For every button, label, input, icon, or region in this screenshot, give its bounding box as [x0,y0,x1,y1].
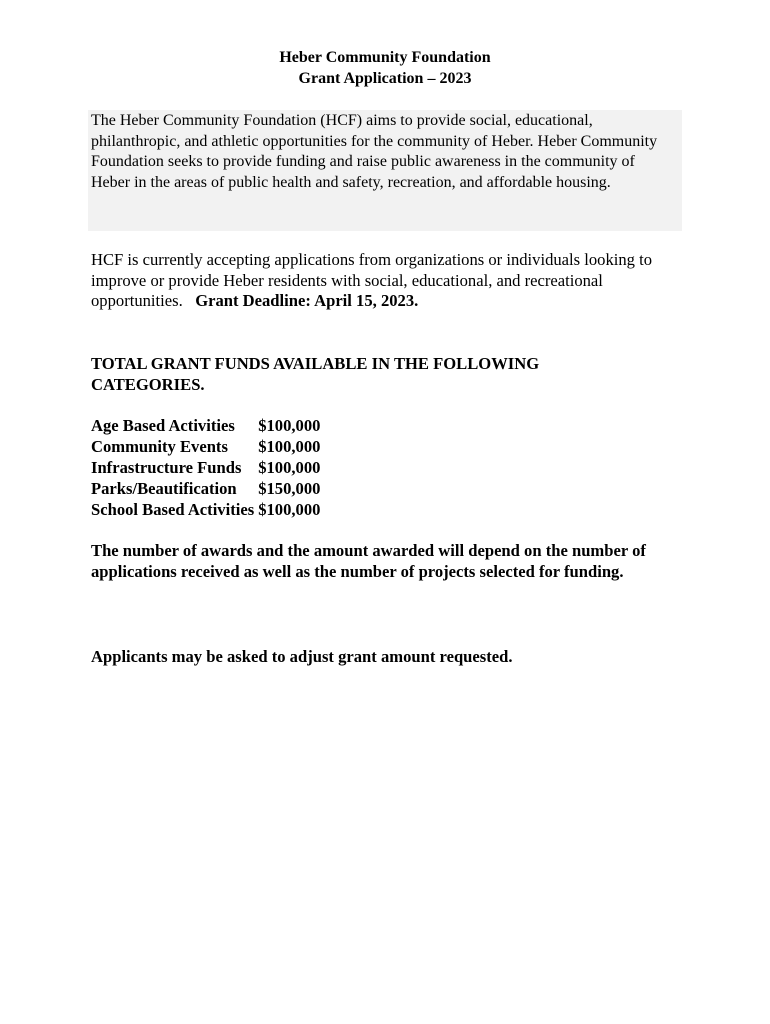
funds-row [91,457,320,478]
fund-amount: $100,000 [258,416,321,435]
awards-note: The number of awards and the amount awarded will depend on the number of applications received as well as the number of projects selected for funding. [91,541,646,581]
funds-row [91,478,320,499]
funds-row [91,415,320,436]
intro-paragraph: The Heber Community Foundation (HCF) aims to provide social, educational, philanthropic, and athletic opportunities for the community of Heber. Heber Community Foundation seeks to provide funding and raise public awareness in the community of Heber in the areas of public health and safety, recreation, and affordable housing. [88,110,682,231]
funds-row [91,499,320,520]
funds-table [91,415,320,520]
document-title: Heber Community Foundation [279,49,491,66]
fund-category: School Based Activities [91,500,255,519]
fund-amount: $100,000 [258,458,321,477]
fund-category: Parks/Beautification [91,479,237,498]
fund-category: Community Events [91,437,228,456]
fund-amount: $100,000 [258,437,321,456]
fund-amount: $100,000 [258,500,321,519]
fund-category: Infrastructure Funds [91,458,242,477]
funds-heading: TOTAL GRANT FUNDS AVAILABLE IN THE FOLLOWING CATEGORIES. [91,354,540,394]
grant-deadline: Grant Deadline: April 15, 2023. [195,291,419,310]
funds-row [91,436,320,457]
fund-category: Age Based Activities [91,416,235,435]
adjust-note: Applicants may be asked to adjust grant amount requested. [91,647,513,666]
fund-amount: $150,000 [258,479,321,498]
document-subtitle: Grant Application – 2023 [298,70,472,87]
document-header [0,47,770,89]
accepting-paragraph [91,250,681,312]
accepting-text: HCF is currently accepting applications from organizations or individuals looking to improve or provide Heber residents with social, educational, and recreational opportunities. [91,250,653,310]
